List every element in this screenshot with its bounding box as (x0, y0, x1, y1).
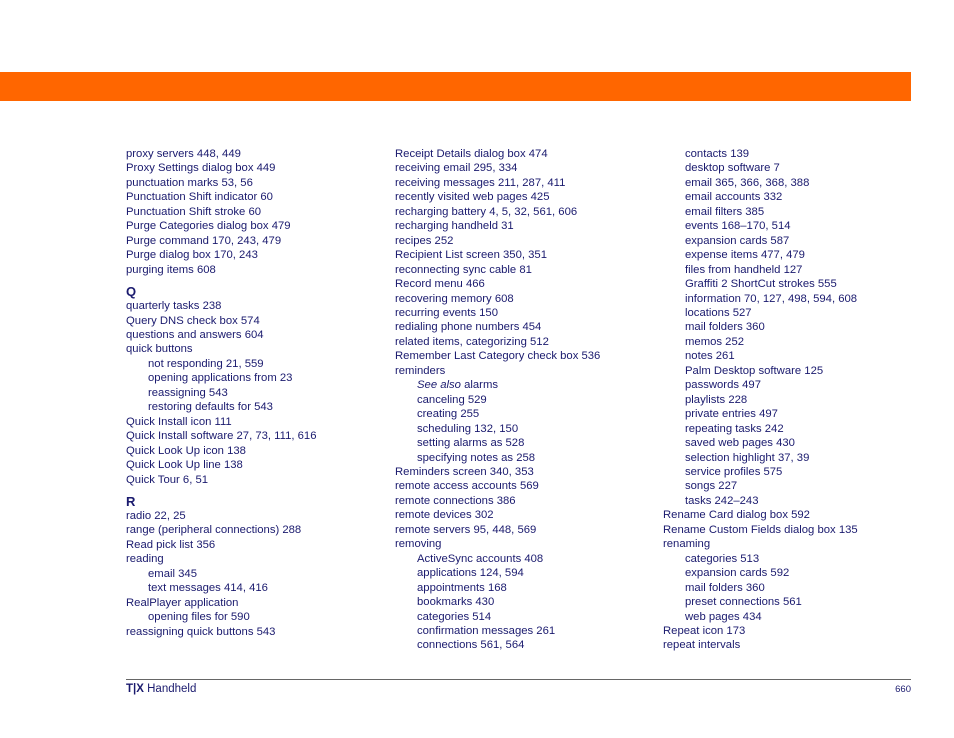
index-subentry: tasks 242–243 (685, 494, 759, 507)
index-subentry: specifying notes as 258 (417, 451, 536, 464)
footer-brand-text: Handheld (143, 683, 197, 695)
index-entry: recipes 252 (395, 234, 454, 247)
index-entry: Quick Look Up icon 138 (126, 444, 246, 457)
index-entry: recharging battery 4, 5, 32, 561, 606 (395, 205, 578, 218)
index-entry: receiving messages 211, 287, 411 (395, 176, 566, 189)
index-subentry: opening applications from 23 (148, 372, 293, 385)
index-entry: radio 22, 25 (126, 509, 186, 522)
index-subentry: preset connections 561 (685, 596, 802, 609)
index-subentry: playlists 228 (685, 393, 748, 406)
index-subentry: reassigning 543 (148, 386, 228, 399)
index-subentry: desktop software 7 (685, 162, 780, 175)
index-entry: proxy servers 448, 449 (126, 148, 241, 160)
index-subentry: web pages 434 (685, 610, 762, 623)
index-entry: quick buttons (126, 343, 193, 356)
index-entry: renaming (663, 538, 711, 551)
index-subentry: expansion cards 592 (685, 567, 790, 580)
index-entry: RealPlayer application (126, 596, 239, 609)
index-entry: recharging handheld 31 (395, 220, 514, 233)
footer-rule (126, 679, 911, 680)
index-subentry: scheduling 132, 150 (417, 422, 519, 435)
index-entry: Record menu 466 (395, 278, 485, 291)
index-entry: reconnecting sync cable 81 (395, 263, 532, 276)
index-subentry: songs 227 (685, 480, 738, 493)
index-subentry: repeating tasks 242 (685, 422, 784, 435)
index-subentry: contacts 139 (685, 148, 750, 160)
index-subentry: confirmation messages 261 (417, 624, 556, 637)
index-subentry: bookmarks 430 (417, 596, 495, 609)
index-subentry: memos 252 (685, 335, 745, 348)
index-entry: Remember Last Category check box 536 (395, 350, 601, 363)
index-entry: reassigning quick buttons 543 (126, 625, 276, 638)
index-subentry: mail folders 360 (685, 581, 765, 594)
index-entry: Reminders screen 340, 353 (395, 465, 534, 478)
index-subentry: email filters 385 (685, 205, 765, 218)
index-subentry: canceling 529 (417, 393, 487, 406)
index-entry: removing (395, 538, 442, 551)
index-entry: questions and answers 604 (126, 328, 264, 341)
index-entry: Punctuation Shift stroke 60 (126, 205, 262, 218)
index-subentry: opening files for 590 (148, 611, 250, 624)
index-entry: Purge dialog box 170, 243 (126, 249, 258, 262)
index-subentry: selection highlight 37, 39 (685, 451, 810, 464)
index-subentry: service profiles 575 (685, 465, 783, 478)
header-bar (0, 72, 911, 101)
index-entry: reading (126, 553, 164, 566)
index-subentry: email 345 (148, 567, 197, 580)
see-also-label: See also (417, 379, 461, 392)
index-entry: recovering memory 608 (395, 292, 514, 305)
page-number: 660 (895, 684, 911, 695)
index-subentry: mail folders 360 (685, 321, 765, 334)
index-entry: recurring events 150 (395, 306, 498, 319)
index-entry: Receipt Details dialog box 474 (395, 148, 548, 160)
index-entry: Quick Tour 6, 51 (126, 473, 209, 486)
index-entry: punctuation marks 53, 56 (126, 176, 253, 189)
index-subentry: events 168–170, 514 (685, 220, 791, 233)
index-subentry: text messages 414, 416 (148, 582, 268, 595)
index-entry: Quick Look Up line 138 (126, 459, 243, 472)
index-entry: Proxy Settings dialog box 449 (126, 162, 276, 175)
index-entry: remote connections 386 (395, 494, 516, 507)
index-subentry: Graffiti 2 ShortCut strokes 555 (685, 278, 837, 291)
index-entry: Purge command 170, 243, 479 (126, 234, 282, 247)
index-entry: redialing phone numbers 454 (395, 321, 542, 334)
index-column-3 (663, 147, 858, 653)
index-subentry: Palm Desktop software 125 (685, 364, 824, 377)
index-subentry: expansion cards 587 (685, 234, 790, 247)
index-subentry: ActiveSync accounts 408 (417, 552, 544, 565)
index-subentry: email accounts 332 (685, 191, 783, 204)
index-entry: Purge Categories dialog box 479 (126, 220, 291, 233)
index-subentry: not responding 21, 559 (148, 357, 264, 370)
index-subentry: passwords 497 (685, 379, 761, 392)
index-subentry: private entries 497 (685, 408, 778, 421)
index-entry: Recipient List screen 350, 351 (395, 249, 547, 262)
index-subentry: applications 124, 594 (417, 567, 524, 580)
index-entry: remote devices 302 (395, 509, 494, 522)
index-entry: repeat intervals (663, 639, 741, 652)
index-subentry: saved web pages 430 (685, 437, 795, 450)
index-subentry-text: alarms (460, 379, 499, 392)
index-entry: Quick Install software 27, 73, 111, 616 (126, 430, 317, 443)
index-subentry: restoring defaults for 543 (148, 401, 273, 414)
index-entry: Punctuation Shift indicator 60 (126, 191, 273, 204)
index-section-letter: R (126, 493, 136, 509)
index-entry: Rename Custom Fields dialog box 135 (663, 523, 858, 536)
index-subentry: locations 527 (685, 306, 752, 319)
index-entry: Rename Card dialog box 592 (663, 509, 810, 522)
index-subentry: categories 514 (417, 610, 492, 623)
footer-brand-bold: T|X (126, 683, 144, 695)
index-subentry: expense items 477, 479 (685, 249, 805, 262)
index-subentry: notes 261 (685, 350, 735, 363)
index-subentry: setting alarms as 528 (417, 437, 525, 450)
index-column-2 (395, 147, 600, 653)
index-subentry: connections 561, 564 (417, 639, 525, 652)
index-entry: range (peripheral connections) 288 (126, 524, 302, 537)
index-subentry (395, 378, 600, 392)
index-entry: Quick Install icon 111 (126, 415, 232, 428)
index-entry: remote servers 95, 448, 569 (395, 523, 537, 536)
index-subentry: creating 255 (417, 408, 480, 421)
index-entry: related items, categorizing 512 (395, 335, 549, 348)
index-entry: remote access accounts 569 (395, 480, 539, 493)
index-entry: purging items 608 (126, 263, 216, 276)
index-entry: Repeat icon 173 (663, 624, 746, 637)
index-column-1 (126, 147, 316, 639)
index-entry: Read pick list 356 (126, 538, 216, 551)
index-entry: quarterly tasks 238 (126, 300, 222, 313)
index-subentry: categories 513 (685, 552, 760, 565)
index-entry: receiving email 295, 334 (395, 162, 518, 175)
index-entry: recently visited web pages 425 (395, 191, 550, 204)
index-section-letter: Q (126, 284, 137, 300)
index-subentry: email 365, 366, 368, 388 (685, 176, 810, 189)
index-subentry: appointments 168 (417, 581, 507, 594)
index-subentry: information 70, 127, 498, 594, 608 (685, 292, 858, 305)
footer-brand (126, 683, 196, 695)
index-subentry: files from handheld 127 (685, 263, 803, 276)
index-entry: Query DNS check box 574 (126, 314, 260, 327)
index-entry: reminders (395, 364, 446, 377)
